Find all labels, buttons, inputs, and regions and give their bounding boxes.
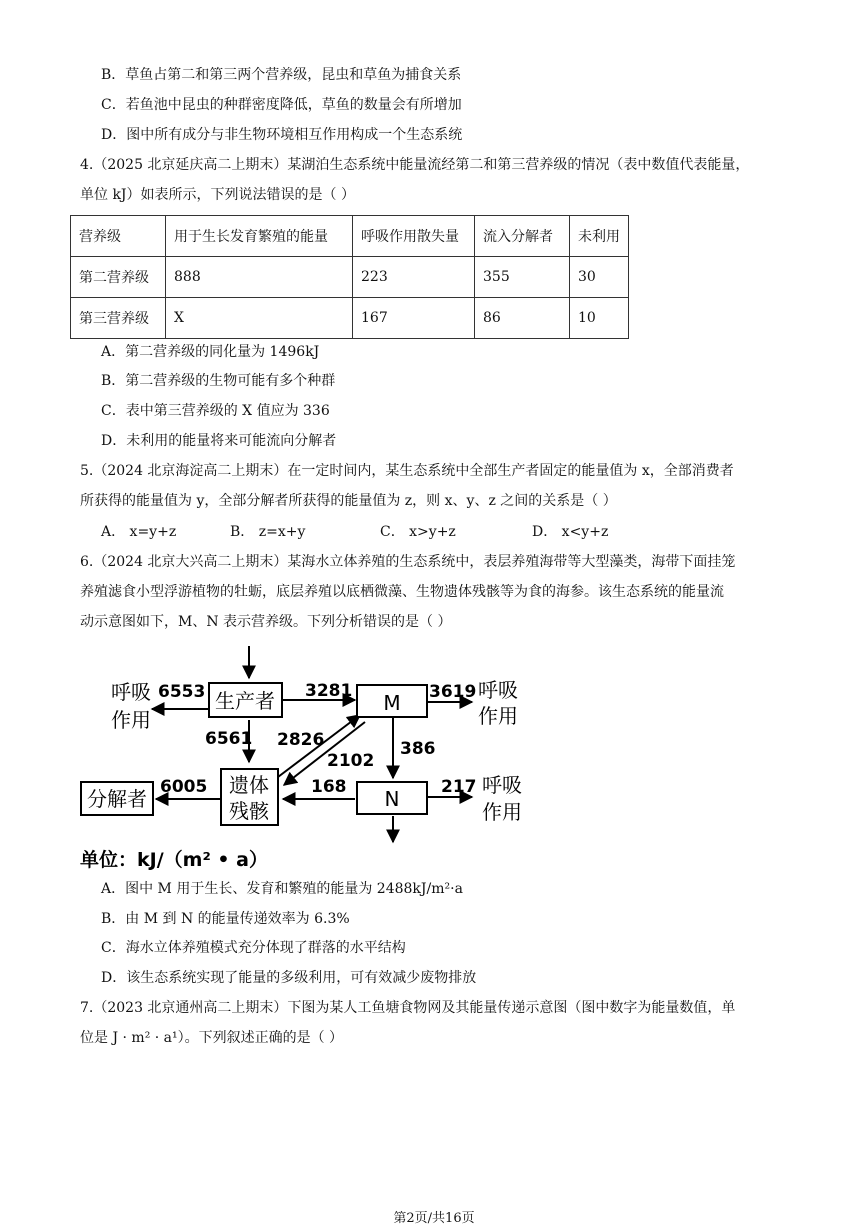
respiration-label-2a: 呼吸 (478, 678, 518, 702)
q4-option-c: C．表中第三营养级的 X 值应为 336 (101, 403, 330, 419)
q4-option-b: B．第二营养级的生物可能有多个种群 (101, 373, 336, 389)
table-cell: 355 (475, 257, 570, 298)
remains-label-1: 遗体 (229, 773, 269, 797)
q4-stem-line1: 4.（2025 北京延庆高二上期末）某湖泊生态系统中能量流经第二和第三营养级的情况（表中数值代表能量， (80, 157, 750, 173)
page-footer: 第2页/共16页 (393, 1211, 475, 1226)
table-cell: 第三营养级 (71, 298, 166, 339)
table-cell: 30 (570, 257, 629, 298)
q6-stem-line3: 动示意图如下，M、N 表示营养级。下列分析错误的是（ ） (80, 614, 452, 630)
table-cell: 第二营养级 (71, 257, 166, 298)
remains-label-2: 残骸 (229, 799, 269, 823)
q6-stem-line1: 6.（2024 北京大兴高二上期末）某海水立体养殖的生态系统中，表层养殖海带等大型藻类，海带下面挂笼 (80, 554, 736, 570)
value-n-remains: 168 (311, 777, 347, 797)
q6-stem-line2: 养殖滤食小型浮游植物的牡蛎，底层养殖以底栖微藻、生物遗体残骸等为食的海参。该生态系统的能量流 (80, 584, 724, 600)
q6-option-d: D．该生态系统实现了能量的多级利用，可有效减少废物排放 (101, 970, 477, 986)
q6-option-c: C．海水立体养殖模式充分体现了群落的水平结构 (101, 940, 406, 956)
value-m-n: 386 (400, 739, 436, 759)
q4-option-a: A．第二营养级的同化量为 1496kJ (101, 344, 320, 360)
producer-label: 生产者 (215, 689, 275, 713)
table-header-cell: 流入分解者 (475, 216, 570, 257)
q5-stem-line1: 5.（2024 北京海淀高二上期末）在一定时间内，某生态系统中全部生产者固定的能量值为 x，全部消费者 (80, 463, 734, 479)
value-remains-m: 2826 (277, 730, 325, 750)
diagram-values (158, 681, 477, 797)
q5-option-b: B． z=x+y (230, 524, 306, 540)
value-n-respiration: 217 (441, 777, 477, 797)
value-m-respiration: 3619 (429, 682, 477, 702)
respiration-label-3a: 呼吸 (482, 773, 522, 797)
respiration-label-1a: 呼吸 (111, 680, 151, 704)
table-cell: X (166, 298, 353, 339)
table-header-cell: 营养级 (71, 216, 166, 257)
decomposer-label: 分解者 (87, 787, 147, 811)
n-label: N (384, 787, 400, 811)
q5-stem-line2: 所获得的能量值为 y，全部分解者所获得的能量值为 z，则 x、y、z 之间的关系是（ ） (80, 493, 617, 509)
diagram-unit: 单位：kJ/（m² • a） (80, 849, 268, 871)
table-cell: 888 (166, 257, 353, 298)
table-header-cell: 用于生长发育繁殖的能量 (166, 216, 353, 257)
q3-option-c: C．若鱼池中昆虫的种群密度降低，草鱼的数量会有所增加 (101, 97, 462, 113)
value-producer-respiration: 6553 (158, 682, 206, 702)
table-header-cell: 呼吸作用散失量 (353, 216, 475, 257)
table-cell: 86 (475, 298, 570, 339)
m-label: M (383, 691, 401, 715)
q5-option-a: A． x=y+z (101, 524, 177, 540)
value-m-remains: 2102 (327, 751, 375, 771)
q5-option-d: D． x<y+z (532, 524, 609, 540)
value-producer-remains: 6561 (205, 729, 253, 749)
q3-option-b: B．草鱼占第二和第三两个营养级，昆虫和草鱼为捕食关系 (101, 67, 462, 83)
q6-option-b: B．由 M 到 N 的能量传递效率为 6.3% (101, 911, 350, 927)
table-cell: 223 (353, 257, 475, 298)
q4-stem-line2: 单位 kJ）如表所示，下列说法错误的是（ ） (80, 187, 355, 203)
q3-option-d: D．图中所有成分与非生物环境相互作用构成一个生态系统 (101, 127, 463, 143)
respiration-label-3b: 作用 (482, 800, 522, 824)
q4-option-d: D．未利用的能量将来可能流向分解者 (101, 433, 337, 449)
table-cell: 167 (353, 298, 475, 339)
table-cell: 10 (570, 298, 629, 339)
table-header-cell: 未利用 (570, 216, 629, 257)
q5-option-c: C． x>y+z (380, 524, 456, 540)
q7-stem-line2: 位是 J · m² · a¹）。下列叙述正确的是（ ） (80, 1030, 344, 1046)
value-remains-decomposer: 6005 (160, 777, 208, 797)
value-producer-m: 3281 (305, 681, 353, 701)
respiration-label-1b: 作用 (111, 708, 151, 732)
q7-stem-line1: 7.（2023 北京通州高二上期末）下图为某人工鱼塘食物网及其能量传递示意图（图中数字为能量数值，单 (80, 1000, 736, 1016)
respiration-label-2b: 作用 (478, 704, 518, 728)
q6-option-a: A．图中 M 用于生长、发育和繁殖的能量为 2488kJ/m²·a (101, 881, 463, 897)
